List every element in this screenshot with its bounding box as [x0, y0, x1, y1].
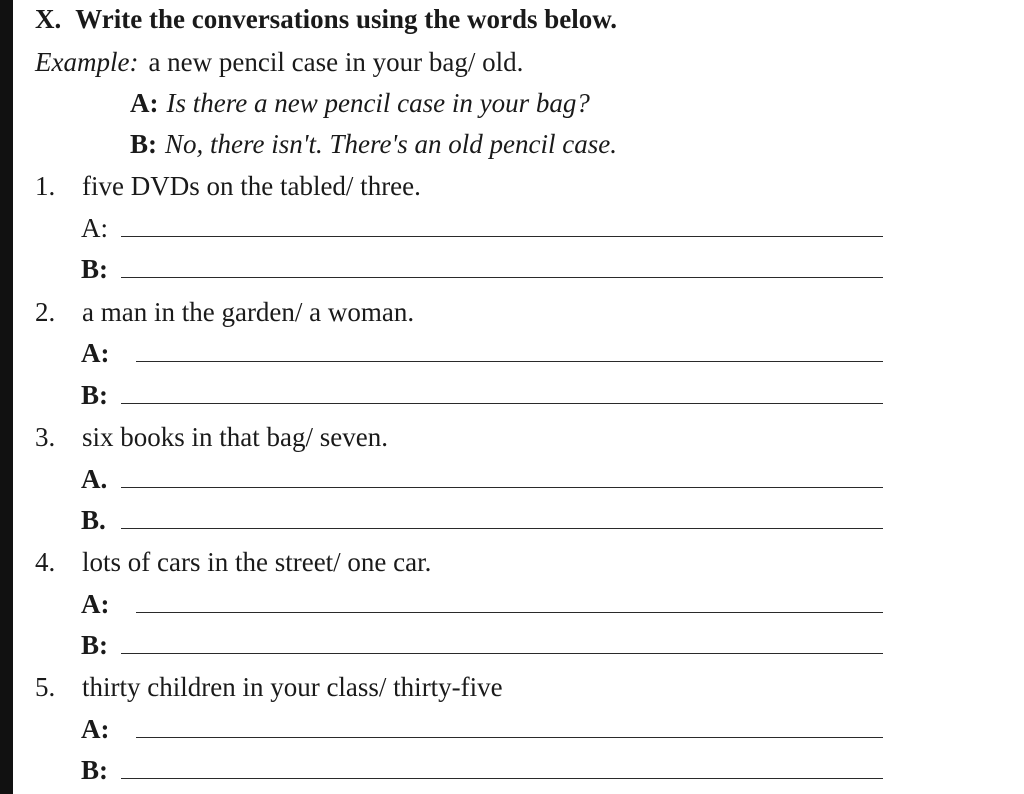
item-number: 1.: [35, 171, 56, 201]
speaker-a-label: A:: [81, 213, 108, 243]
speaker-b-label: B:: [81, 755, 108, 785]
item-answer-b: [81, 379, 133, 411]
example-answer-b: [130, 128, 617, 160]
item-prompt-text: six books in that bag/ seven.: [82, 422, 388, 452]
item-prompt: [35, 170, 421, 202]
item-answer-b: [81, 754, 133, 786]
item-number: 4.: [35, 547, 56, 577]
item-answer-b: [81, 253, 133, 285]
item-answer-a: [81, 588, 133, 620]
example-prompt: [35, 46, 523, 78]
item-answer-b: [81, 504, 133, 536]
item-prompt-text: lots of cars in the street/ one car.: [82, 547, 432, 577]
left-border: [0, 0, 13, 794]
item-prompt: [35, 546, 431, 578]
speaker-b-label: B:: [81, 380, 108, 410]
item-number: 3.: [35, 422, 56, 452]
speaker-a-label: A:: [81, 338, 110, 368]
item-prompt-text: thirty children in your class/ thirty-five: [82, 672, 503, 702]
example-answer-b-text: No, there isn't. There's an old pencil case.: [165, 129, 617, 159]
exercise-number: X.: [35, 4, 62, 34]
answer-blank-line[interactable]: [121, 528, 883, 529]
example-label: Example:: [35, 47, 139, 77]
answer-blank-line[interactable]: [121, 778, 883, 779]
speaker-b-label: B:: [81, 630, 108, 660]
answer-blank-line[interactable]: [121, 236, 883, 237]
speaker-b-label: B:: [81, 254, 108, 284]
example-prompt-text: a new pencil case in your bag/ old.: [148, 47, 524, 77]
answer-blank-line[interactable]: [136, 612, 883, 613]
item-prompt: [35, 296, 414, 328]
exercise-heading: [35, 3, 617, 35]
item-number: 5.: [35, 672, 56, 702]
item-answer-a: [81, 212, 133, 244]
answer-blank-line[interactable]: [121, 653, 883, 654]
item-prompt: [35, 421, 388, 453]
item-prompt-text: five DVDs on the tabled/ three.: [82, 171, 421, 201]
speaker-a-label: A:: [81, 589, 110, 619]
speaker-b-label: B.: [81, 505, 106, 535]
item-prompt: [35, 671, 503, 703]
answer-blank-line[interactable]: [121, 403, 883, 404]
item-number: 2.: [35, 297, 56, 327]
item-answer-a: [81, 463, 133, 495]
example-speaker-b: B:: [130, 129, 157, 159]
example-answer-a-text: Is there a new pencil case in your bag?: [166, 88, 590, 118]
answer-blank-line[interactable]: [121, 487, 883, 488]
example-speaker-a: A:: [130, 88, 159, 118]
item-answer-a: [81, 713, 133, 745]
example-answer-a: [130, 87, 590, 119]
speaker-a-label: A:: [81, 714, 110, 744]
answer-blank-line[interactable]: [136, 737, 883, 738]
item-answer-b: [81, 629, 133, 661]
worksheet: [13, 0, 1024, 794]
speaker-a-label: A.: [81, 464, 108, 494]
answer-blank-line[interactable]: [121, 277, 883, 278]
answer-blank-line[interactable]: [136, 361, 883, 362]
exercise-instruction: Write the conversations using the words below.: [75, 4, 618, 34]
item-prompt-text: a man in the garden/ a woman.: [82, 297, 415, 327]
item-answer-a: [81, 337, 133, 369]
